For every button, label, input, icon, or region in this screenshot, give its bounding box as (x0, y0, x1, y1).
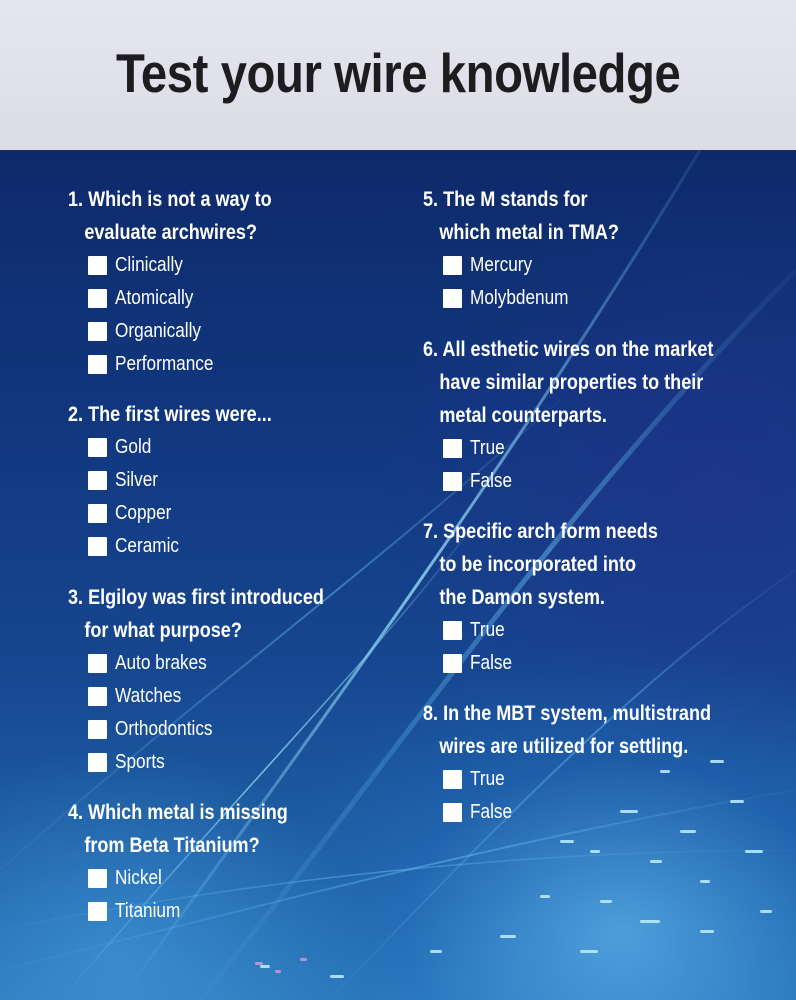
option-ceramic[interactable]: Ceramic (88, 530, 305, 563)
question-5: 5. The M stands for which metal in TMA? Mercury Molybdenum (423, 183, 651, 315)
question-6: 6. All esthetic wires on the market have similar properties to their metal counterparts. True False (423, 333, 761, 498)
checkbox[interactable] (88, 471, 107, 490)
checkbox[interactable] (88, 504, 107, 523)
question-text: All esthetic wires on the market (442, 338, 714, 361)
question-text: to be incorporated into (439, 553, 636, 576)
option-atomically[interactable]: Atomically (88, 282, 305, 315)
checkbox[interactable] (88, 289, 107, 308)
checkbox[interactable] (88, 438, 107, 457)
checkbox[interactable] (88, 537, 107, 556)
header-band (0, 0, 796, 150)
question-text: Which metal is missing (88, 801, 288, 824)
option-false[interactable]: False (443, 796, 758, 829)
question-text: Specific arch form needs (443, 520, 658, 543)
option-true[interactable]: True (443, 432, 761, 465)
question-text: which metal in TMA? (439, 221, 619, 244)
question-text: The M stands for (443, 188, 588, 211)
option-false[interactable]: False (443, 647, 696, 680)
question-7: 7. Specific arch form needs to be incorporated into the Damon system. True False (423, 515, 696, 680)
option-performance[interactable]: Performance (88, 348, 305, 381)
question-text: the Damon system. (439, 586, 605, 609)
checkbox[interactable] (443, 770, 462, 789)
option-gold[interactable]: Gold (88, 431, 305, 464)
checkbox[interactable] (88, 355, 107, 374)
option-orthodontics[interactable]: Orthodontics (88, 713, 366, 746)
question-text: metal counterparts. (439, 404, 607, 427)
question-text: Elgiloy was first introduced (88, 586, 324, 609)
option-true[interactable]: True (443, 763, 758, 796)
question-text: wires are utilized for settling. (439, 735, 689, 758)
checkbox[interactable] (443, 621, 462, 640)
question-4: 4. Which metal is missing from Beta Titanium? Nickel Titanium (68, 796, 324, 928)
question-8: 8. In the MBT system, multistrand wires are utilized for settling. True False (423, 697, 758, 829)
option-titanium[interactable]: Titanium (88, 895, 324, 928)
question-text: Which is not a way to (88, 188, 272, 211)
checkbox[interactable] (88, 902, 107, 921)
question-text: have similar properties to their (439, 371, 704, 394)
question-3: 3. Elgiloy was first introduced for what purpose? Auto brakes Watches Orthodontics Sports (68, 581, 366, 779)
option-clinically[interactable]: Clinically (88, 249, 305, 282)
checkbox[interactable] (443, 654, 462, 673)
checkbox[interactable] (88, 322, 107, 341)
option-silver[interactable]: Silver (88, 464, 305, 497)
option-true[interactable]: True (443, 614, 696, 647)
question-text: The first wires were... (88, 403, 272, 426)
checkbox[interactable] (443, 289, 462, 308)
option-auto-brakes[interactable]: Auto brakes (88, 647, 366, 680)
question-1: 1. Which is not a way to evaluate archwires? Clinically Atomically Organically Performance (68, 183, 305, 381)
checkbox[interactable] (88, 687, 107, 706)
question-text: from Beta Titanium? (84, 834, 260, 857)
quiz-panel (0, 150, 796, 1000)
checkbox[interactable] (443, 803, 462, 822)
option-copper[interactable]: Copper (88, 497, 305, 530)
checkbox[interactable] (88, 753, 107, 772)
page-title: Test your wire knowledge (115, 42, 681, 104)
question-2: 2. The first wires were... Gold Silver Copper Ceramic (68, 398, 305, 563)
checkbox[interactable] (88, 256, 107, 275)
option-nickel[interactable]: Nickel (88, 862, 324, 895)
checkbox[interactable] (443, 439, 462, 458)
checkbox[interactable] (443, 472, 462, 491)
question-text: evaluate archwires? (84, 221, 258, 244)
option-organically[interactable]: Organically (88, 315, 305, 348)
checkbox[interactable] (443, 256, 462, 275)
question-text: for what purpose? (84, 619, 242, 642)
option-false[interactable]: False (443, 465, 761, 498)
question-text: In the MBT system, multistrand (443, 702, 712, 725)
checkbox[interactable] (88, 869, 107, 888)
option-watches[interactable]: Watches (88, 680, 366, 713)
checkbox[interactable] (88, 720, 107, 739)
checkbox[interactable] (88, 654, 107, 673)
option-molybdenum[interactable]: Molybdenum (443, 282, 651, 315)
option-mercury[interactable]: Mercury (443, 249, 651, 282)
option-sports[interactable]: Sports (88, 746, 366, 779)
